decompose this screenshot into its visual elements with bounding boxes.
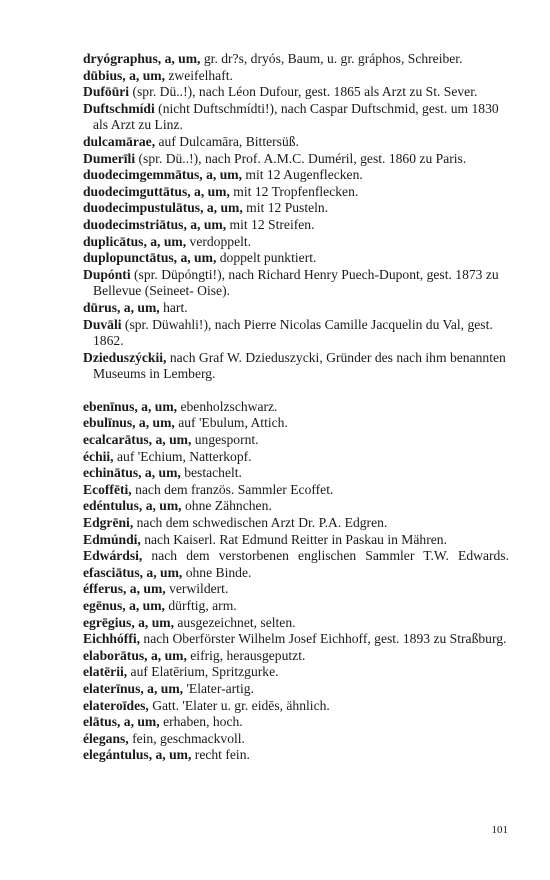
entry-headword: dūbius, a, um, (83, 67, 165, 83)
dictionary-entry (83, 714, 509, 731)
entry-definition: Gatt. 'Elater u. gr. eidēs, ähnlich. (148, 697, 330, 713)
dictionary-entry (83, 184, 509, 201)
dictionary-entry (83, 432, 509, 449)
entry-definition: nach Oberförster Wilhelm Josef Eichhoff, gest. 1893 zu Straßburg. (140, 631, 507, 647)
entry-headword: duplopunctātus, a, um, (83, 250, 217, 266)
dictionary-entry (83, 581, 509, 598)
entry-headword: Edwárdsi, (83, 548, 143, 564)
entry-headword: Dupónti (83, 266, 131, 282)
entry-headword: duplicātus, a, um, (83, 233, 187, 249)
entry-headword: egrēgius, a, um, (83, 614, 174, 630)
entry-headword: Edgrēni, (83, 515, 134, 531)
entry-definition: nach Kaiserl. Rat Edmund Reitter in Paskau in Mähren. (140, 531, 447, 547)
entry-headword: elateroīdes, (83, 697, 149, 713)
entry-headword: duodecimguttātus, a, um, (83, 183, 230, 199)
entry-headword: elaborātus, a, um, (83, 647, 187, 663)
entry-list (83, 51, 509, 764)
entry-definition: hart. (159, 299, 188, 315)
dictionary-entry (83, 217, 509, 234)
entry-definition: (spr. Düwahli!), nach Pierre Nicolas Camille Jacquelin du Val, gest. 1862. (93, 316, 493, 349)
entry-definition: erhaben, hoch. (159, 714, 243, 730)
entry-definition: (spr. Düpóngti!), nach Richard Henry Puech-Dupont, gest. 1873 zu Bellevue (Seineet- Oise). (93, 266, 499, 299)
entry-headword: Edmúndi, (83, 531, 141, 547)
entry-definition: nach dem schwedischen Arzt Dr. P.A. Edgren. (133, 515, 388, 531)
entry-definition: verwildert. (165, 581, 229, 597)
page-number: 101 (491, 824, 508, 836)
entry-headword: elegántulus, a, um, (83, 747, 192, 763)
entries-e (83, 399, 509, 764)
entry-headword: elaterīnus, a, um, (83, 680, 184, 696)
entry-headword: elātus, a, um, (83, 714, 160, 730)
dictionary-entry (83, 565, 509, 582)
dictionary-entry (83, 234, 509, 251)
entry-definition: 'Elater-artig. (183, 680, 254, 696)
entry-headword: Dufōūri (83, 84, 130, 100)
entry-definition: (spr. Dü..!), nach Léon Dufour, gest. 1865 als Arzt zu St. Sever. (129, 84, 478, 100)
entry-headword: egēnus, a, um, (83, 598, 165, 613)
entry-definition: gr. dr?s, dryós, Baum, u. gr. gráphos, Schreiber. (200, 51, 463, 66)
dictionary-entry (83, 631, 509, 648)
entry-definition: zweifelhaft. (164, 67, 233, 83)
dictionary-entry (83, 548, 509, 565)
entry-definition: eifrig, herausgeputzt. (186, 647, 306, 663)
dictionary-entry (83, 648, 509, 665)
entry-headword: ebulīnus, a, um, (83, 415, 175, 431)
entry-definition: nach dem französ. Sammler Ecoffet. (131, 481, 334, 497)
entry-definition: auf Dulcamāra, Bittersüß. (155, 133, 299, 149)
entry-definition: auf 'Ebulum, Attich. (174, 415, 288, 431)
entry-definition: verdoppelt. (186, 233, 252, 249)
entry-definition: ebenholzschwarz. (177, 398, 278, 414)
dictionary-entry (83, 300, 509, 317)
dictionary-entry (83, 250, 509, 267)
entry-definition: recht fein. (191, 747, 250, 763)
dictionary-entry (83, 415, 509, 432)
entry-headword: echinātus, a, um, (83, 465, 181, 481)
entry-headword: elatērii, (83, 664, 128, 680)
dictionary-entry (83, 101, 509, 134)
entry-definition: ausgezeichnet, selten. (174, 614, 296, 630)
dictionary-entry (83, 731, 509, 748)
section-gap (83, 383, 509, 399)
entry-headword: ebenīnus, a, um, (83, 398, 178, 414)
entry-definition: fein, geschmackvoll. (128, 730, 245, 746)
dictionary-entry (83, 167, 509, 184)
entry-headword: dulcamārae, (83, 133, 156, 149)
dictionary-entry (83, 465, 509, 482)
dictionary-entry (83, 482, 509, 499)
dictionary-entry (83, 532, 509, 549)
entry-headword: Ecoffēti, (83, 481, 132, 497)
dictionary-entry (83, 350, 509, 383)
dictionary-entry (83, 515, 509, 532)
entry-definition: bestachelt. (180, 465, 242, 481)
entry-definition: nach dem verstorbenen englischen Sammler T.W. Edwards. (142, 548, 509, 564)
dictionary-entry (83, 267, 509, 300)
dictionary-entry (83, 498, 509, 515)
entry-definition: ungespornt. (191, 432, 259, 448)
dictionary-entry (83, 84, 509, 101)
entry-definition: mit 12 Pusteln. (242, 200, 329, 216)
entry-definition: (nicht Duftschmídti!), nach Caspar Duftschmid, gest. um 1830 als Arzt zu Linz. (93, 100, 499, 133)
dictionary-entry (83, 598, 509, 615)
dictionary-entry (83, 68, 509, 85)
entry-headword: duodecimpustulātus, a, um, (83, 200, 243, 216)
entry-headword: échii, (83, 448, 114, 464)
entry-definition: nach Graf W. Dzieduszycki, Gründer des nach ihm benannten Museums in Lemberg. (93, 349, 506, 382)
dictionary-entry (83, 317, 509, 350)
dictionary-entry (83, 134, 509, 151)
dictionary-entry (83, 449, 509, 466)
dictionary-entry (83, 151, 509, 168)
entry-definition: mit 12 Streifen. (226, 216, 315, 232)
entry-definition: auf Elatērium, Spritzgurke. (127, 664, 279, 680)
entry-definition: mit 12 Tropfenflecken. (229, 183, 359, 199)
dictionary-entry (83, 681, 509, 698)
dictionary-entry (83, 200, 509, 217)
entry-definition: (spr. Dü..!), nach Prof. A.M.C. Duméril, gest. 1860 zu Paris. (135, 150, 467, 166)
entry-headword: Dumerīli (83, 150, 136, 166)
entries-d (83, 51, 509, 383)
entry-headword: élegans, (83, 730, 129, 746)
entry-headword: duodecimgemmātus, a, um, (83, 167, 242, 183)
dictionary-entry (83, 698, 509, 715)
entry-headword: efasciātus, a, um, (83, 564, 183, 580)
dictionary-entry (83, 664, 509, 681)
dictionary-entry (83, 399, 509, 416)
entry-headword: dryógraphus, a, um, (83, 51, 201, 66)
entry-headword: éfferus, a, um, (83, 581, 166, 597)
dictionary-entry (83, 615, 509, 632)
entry-headword: edéntulus, a, um, (83, 498, 182, 514)
entry-definition: dürftig, arm. (164, 598, 237, 613)
entry-headword: Duvāli (83, 316, 122, 332)
dictionary-entry (83, 747, 509, 764)
entry-headword: duodecimstriātus, a, um, (83, 216, 227, 232)
entry-headword: dūrus, a, um, (83, 299, 160, 315)
entry-definition: mit 12 Augenflecken. (241, 167, 363, 183)
entry-headword: ecalcarātus, a, um, (83, 432, 192, 448)
entry-definition: ohne Binde. (182, 564, 252, 580)
dictionary-entry (83, 51, 509, 68)
entry-definition: auf 'Echium, Natterkopf. (113, 448, 252, 464)
entry-headword: Dzieduszýckii, (83, 349, 167, 365)
entry-headword: Eichhóffi, (83, 631, 141, 647)
entry-definition: ohne Zähnchen. (181, 498, 272, 514)
entry-headword: Duftschmídi (83, 100, 155, 116)
entry-definition: doppelt punktiert. (216, 250, 317, 266)
